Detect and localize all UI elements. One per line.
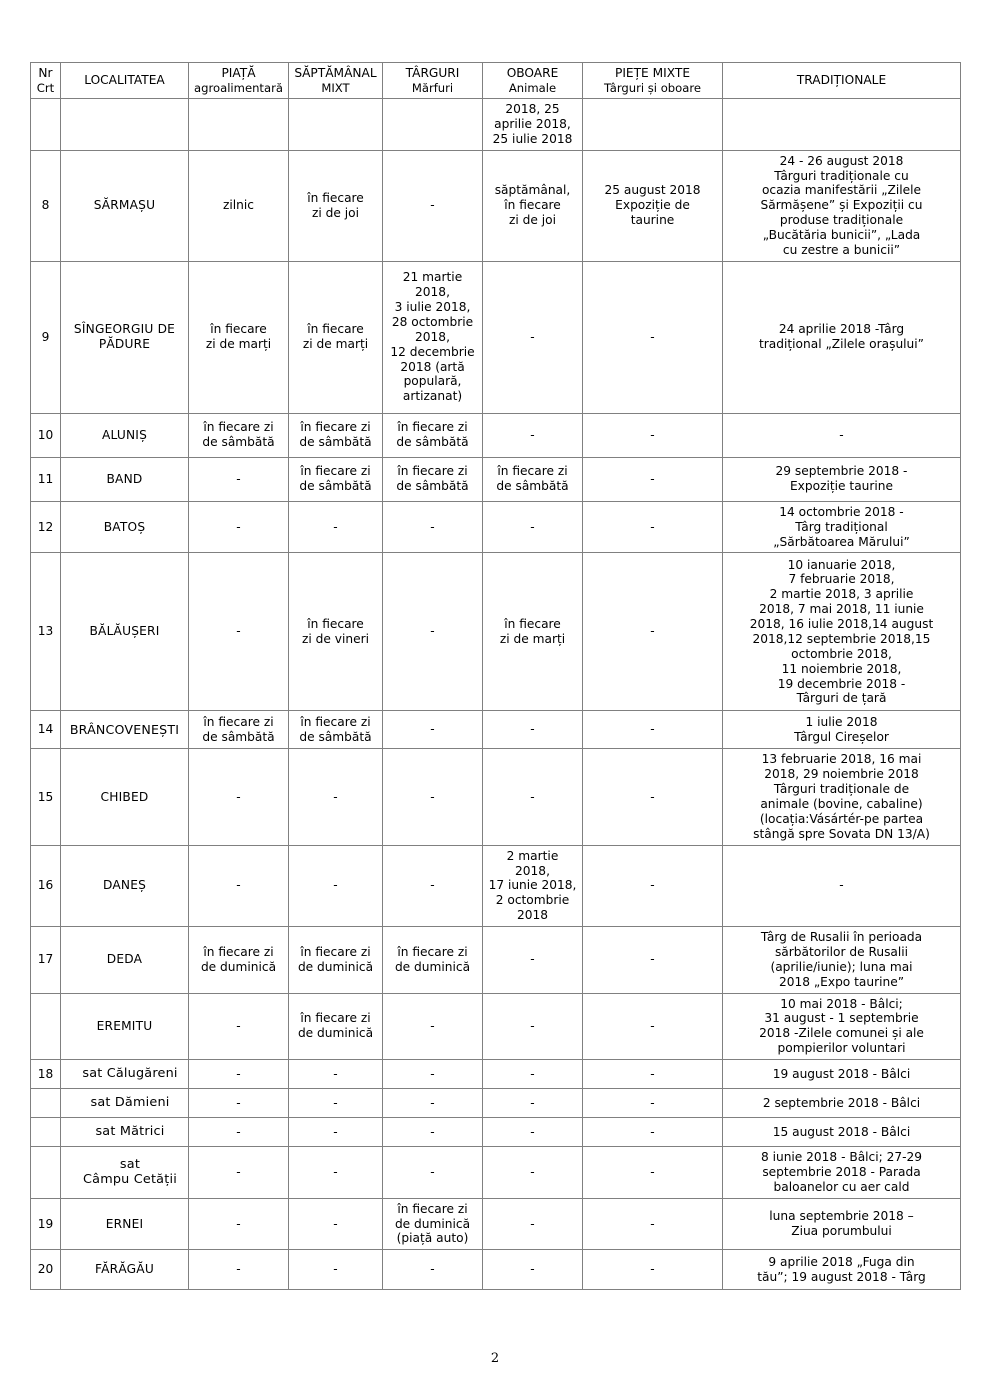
cell-piete-mixte: 25 august 2018 Expoziție de taurine [583, 150, 723, 261]
cell-oboare: - [483, 711, 583, 749]
cell-targuri: - [383, 1118, 483, 1147]
cell-piata: - [189, 993, 289, 1060]
cell-targuri: - [383, 150, 483, 261]
cell-nr: 18 [31, 1060, 61, 1089]
cell-nr: 14 [31, 711, 61, 749]
table-row [31, 1089, 961, 1118]
cell-piata: - [189, 553, 289, 711]
table-row [31, 993, 961, 1060]
fairs-table [30, 62, 961, 1290]
cell-nr [31, 99, 61, 151]
cell-saptamanal: în fiecare zi de sâmbătă [289, 711, 383, 749]
cell-localitatea: SÎNGEORGIU DE PĂDURE [61, 261, 189, 413]
cell-traditionale: 19 august 2018 - Bâlci [723, 1060, 961, 1089]
header-main: OBOARE [506, 66, 559, 80]
cell-localitatea: sat Câmpu Cetății [61, 1147, 189, 1199]
header-main: TRADIȚIONALE [796, 73, 887, 88]
cell-piata: - [189, 1060, 289, 1089]
cell-piete-mixte: - [583, 1118, 723, 1147]
table-row [31, 1060, 961, 1089]
table-row [31, 501, 961, 553]
cell-piete-mixte: - [583, 457, 723, 501]
cell-saptamanal: - [289, 1089, 383, 1118]
cell-localitatea: CHIBED [61, 749, 189, 845]
cell-saptamanal: - [289, 845, 383, 926]
header-cell-piata [189, 63, 289, 99]
header-sub: Animale [508, 80, 557, 95]
cell-piete-mixte: - [583, 1060, 723, 1089]
cell-traditionale: - [723, 413, 961, 457]
header-row [31, 63, 961, 99]
cell-nr: 17 [31, 927, 61, 994]
cell-targuri: - [383, 501, 483, 553]
page-number: 2 [490, 1351, 500, 1366]
cell-nr: 16 [31, 845, 61, 926]
cell-saptamanal: - [289, 501, 383, 553]
cell-piete-mixte [583, 99, 723, 151]
header-sub: Crt [36, 80, 55, 95]
cell-localitatea: BĂLĂUȘERI [61, 553, 189, 711]
cell-traditionale: 2 septembrie 2018 - Bâlci [723, 1089, 961, 1118]
cell-nr: 8 [31, 150, 61, 261]
cell-piete-mixte: - [583, 1089, 723, 1118]
cell-localitatea: sat Mătrici [61, 1118, 189, 1147]
cell-targuri: - [383, 711, 483, 749]
cell-nr [31, 1118, 61, 1147]
cell-oboare: 2 martie 2018, 17 iunie 2018, 2 octombrie 2018 [483, 845, 583, 926]
header-cell-saptamanal [289, 63, 383, 99]
cell-piete-mixte: - [583, 1250, 723, 1290]
header-main: LOCALITATEA [84, 73, 165, 88]
cell-targuri: - [383, 993, 483, 1060]
table-row [31, 457, 961, 501]
cell-saptamanal: - [289, 1250, 383, 1290]
cell-saptamanal: în fiecare zi de joi [289, 150, 383, 261]
cell-saptamanal: în fiecare zi de duminică [289, 993, 383, 1060]
table-row [31, 1250, 961, 1290]
cell-piete-mixte: - [583, 927, 723, 994]
cell-piete-mixte: - [583, 553, 723, 711]
header-main: PIEȚE MIXTE [614, 66, 691, 80]
cell-targuri: - [383, 1250, 483, 1290]
cell-targuri: - [383, 1060, 483, 1089]
cell-oboare: - [483, 1060, 583, 1089]
cell-nr [31, 1089, 61, 1118]
cell-oboare: săptămânal, în fiecare zi de joi [483, 150, 583, 261]
cell-piete-mixte: - [583, 1147, 723, 1199]
cell-traditionale: 8 iunie 2018 - Bâlci; 27-29 septembrie 2018 - Parada baloanelor cu aer cald [723, 1147, 961, 1199]
cell-piata: zilnic [189, 150, 289, 261]
cell-saptamanal [289, 99, 383, 151]
table-header [31, 63, 961, 99]
header-main: Nr [38, 66, 53, 80]
cell-oboare: - [483, 1198, 583, 1250]
cell-traditionale: 1 iulie 2018 Târgul Cireșelor [723, 711, 961, 749]
cell-localitatea [61, 99, 189, 151]
cell-piata: în fiecare zi de sâmbătă [189, 413, 289, 457]
header-main: TÂRGURI [405, 66, 460, 80]
cell-localitatea: BRÂNCOVENEȘTI [61, 711, 189, 749]
cell-targuri: - [383, 1147, 483, 1199]
cell-nr: 15 [31, 749, 61, 845]
cell-oboare: - [483, 749, 583, 845]
cell-oboare: - [483, 501, 583, 553]
cell-nr: 20 [31, 1250, 61, 1290]
cell-saptamanal: - [289, 749, 383, 845]
cell-traditionale: 9 aprilie 2018 „Fuga din tău”; 19 august 2018 - Târg [723, 1250, 961, 1290]
cell-saptamanal: în fiecare zi de vineri [289, 553, 383, 711]
cell-traditionale: 24 - 26 august 2018 Târguri tradiționale cu ocazia manifestării „Zilele Sărmășene” și Expoziții cu produse tradiționale „Bucătăria bunicii”, „Lada cu zestre a bunicii” [723, 150, 961, 261]
cell-oboare: - [483, 1147, 583, 1199]
cell-targuri: - [383, 845, 483, 926]
cell-piata: - [189, 457, 289, 501]
cell-oboare: - [483, 1250, 583, 1290]
cell-targuri [383, 99, 483, 151]
header-sub: Mărfuri [411, 80, 454, 95]
cell-targuri: în fiecare zi de sâmbătă [383, 457, 483, 501]
cell-oboare: - [483, 993, 583, 1060]
cell-localitatea: sat Călugăreni [61, 1060, 189, 1089]
cell-piata: - [189, 845, 289, 926]
cell-piete-mixte: - [583, 711, 723, 749]
table-row [31, 413, 961, 457]
cell-nr: 12 [31, 501, 61, 553]
header-cell-localitatea [61, 63, 189, 99]
table-row [31, 927, 961, 994]
cell-targuri: - [383, 553, 483, 711]
cell-saptamanal: - [289, 1118, 383, 1147]
table-row [31, 711, 961, 749]
cell-oboare: - [483, 413, 583, 457]
cell-traditionale: 10 mai 2018 - Bâlci; 31 august - 1 septembrie 2018 -Zilele comunei și ale pompierilor voluntari [723, 993, 961, 1060]
cell-oboare: - [483, 927, 583, 994]
cell-nr: 11 [31, 457, 61, 501]
table-row [31, 1147, 961, 1199]
cell-nr [31, 1147, 61, 1199]
table-row [31, 150, 961, 261]
table-body [31, 99, 961, 1290]
cell-traditionale: 14 octombrie 2018 - Târg tradițional „Sărbătoarea Mărului” [723, 501, 961, 553]
cell-saptamanal: - [289, 1060, 383, 1089]
cell-piata: - [189, 1089, 289, 1118]
cell-piata: - [189, 1147, 289, 1199]
cell-traditionale: 15 august 2018 - Bâlci [723, 1118, 961, 1147]
cell-piete-mixte: - [583, 749, 723, 845]
cell-nr: 10 [31, 413, 61, 457]
cell-traditionale: - [723, 845, 961, 926]
cell-traditionale: 13 februarie 2018, 16 mai 2018, 29 noiembrie 2018 Târguri tradiționale de animale (bovine, cabaline) (locația:Vásártér-pe partea stângă spre Sovata DN 13/A) [723, 749, 961, 845]
table-row [31, 99, 961, 151]
cell-nr [31, 993, 61, 1060]
cell-piata: în fiecare zi de sâmbătă [189, 711, 289, 749]
cell-traditionale [723, 99, 961, 151]
cell-piete-mixte: - [583, 501, 723, 553]
header-sub: agroalimentară [194, 80, 283, 95]
cell-saptamanal: în fiecare zi de sâmbătă [289, 457, 383, 501]
cell-nr: 13 [31, 553, 61, 711]
cell-piata [189, 99, 289, 151]
cell-piete-mixte: - [583, 993, 723, 1060]
cell-piata: - [189, 1250, 289, 1290]
table-row [31, 1118, 961, 1147]
cell-piata: - [189, 1198, 289, 1250]
cell-targuri: în fiecare zi de sâmbătă [383, 413, 483, 457]
cell-piata: în fiecare zi de duminică [189, 927, 289, 994]
cell-oboare: - [483, 1089, 583, 1118]
cell-targuri: în fiecare zi de duminică [383, 927, 483, 994]
cell-localitatea: EREMITU [61, 993, 189, 1060]
cell-localitatea: BATOȘ [61, 501, 189, 553]
cell-localitatea: FĂRĂGĂU [61, 1250, 189, 1290]
header-cell-targuri [383, 63, 483, 99]
cell-localitatea: ALUNIȘ [61, 413, 189, 457]
cell-targuri: 21 martie 2018, 3 iulie 2018, 28 octombrie 2018, 12 decembrie 2018 (artă populară, artizanat) [383, 261, 483, 413]
table-row [31, 261, 961, 413]
cell-piete-mixte: - [583, 413, 723, 457]
cell-localitatea: DANEȘ [61, 845, 189, 926]
cell-piete-mixte: - [583, 1198, 723, 1250]
cell-oboare: 2018, 25 aprilie 2018, 25 iulie 2018 [483, 99, 583, 151]
cell-oboare: - [483, 261, 583, 413]
cell-piata: în fiecare zi de marți [189, 261, 289, 413]
cell-localitatea: ERNEI [61, 1198, 189, 1250]
cell-oboare: în fiecare zi de marți [483, 553, 583, 711]
table-row [31, 553, 961, 711]
cell-nr: 9 [31, 261, 61, 413]
header-cell-nr [31, 63, 61, 99]
cell-localitatea: BAND [61, 457, 189, 501]
cell-piata: - [189, 1118, 289, 1147]
cell-traditionale: 29 septembrie 2018 - Expoziție taurine [723, 457, 961, 501]
cell-saptamanal: în fiecare zi de marți [289, 261, 383, 413]
cell-saptamanal: în fiecare zi de sâmbătă [289, 413, 383, 457]
cell-piete-mixte: - [583, 261, 723, 413]
table-row [31, 1198, 961, 1250]
table-row [31, 749, 961, 845]
header-cell-oboare [483, 63, 583, 99]
cell-localitatea: sat Dămieni [61, 1089, 189, 1118]
cell-targuri: - [383, 1089, 483, 1118]
cell-oboare: - [483, 1118, 583, 1147]
cell-piete-mixte: - [583, 845, 723, 926]
header-sub: MIXT [321, 80, 350, 95]
header-cell-piete-mixte [583, 63, 723, 99]
cell-piata: - [189, 501, 289, 553]
cell-targuri: - [383, 749, 483, 845]
header-main: SĂPTĂMÂNAL [294, 66, 377, 80]
cell-nr: 19 [31, 1198, 61, 1250]
cell-oboare: în fiecare zi de sâmbătă [483, 457, 583, 501]
cell-piata: - [189, 749, 289, 845]
cell-traditionale: luna septembrie 2018 – Ziua porumbului [723, 1198, 961, 1250]
cell-traditionale: 24 aprilie 2018 -Târg tradițional „Zilele orașului” [723, 261, 961, 413]
table-row [31, 845, 961, 926]
cell-localitatea: SĂRMAȘU [61, 150, 189, 261]
header-cell-traditionale [723, 63, 961, 99]
cell-saptamanal: - [289, 1147, 383, 1199]
cell-traditionale: 10 ianuarie 2018, 7 februarie 2018, 2 martie 2018, 3 aprilie 2018, 7 mai 2018, 11 iunie 2018, 16 iulie 2018,14 august 2018,12 septembrie 2018,15 octombrie 2018, 11 noiembrie 2018, 19 decembrie 2018 - Târguri de țară [723, 553, 961, 711]
cell-traditionale: Târg de Rusalii în perioada sărbătorilor de Rusalii (aprilie/iunie); luna mai 2018 „Expo taurine” [723, 927, 961, 994]
cell-localitatea: DEDA [61, 927, 189, 994]
cell-saptamanal: în fiecare zi de duminică [289, 927, 383, 994]
cell-saptamanal: - [289, 1198, 383, 1250]
header-main: PIAȚĂ [221, 66, 256, 80]
header-sub: Târguri și oboare [603, 80, 702, 95]
cell-targuri: în fiecare zi de duminică (piață auto) [383, 1198, 483, 1250]
